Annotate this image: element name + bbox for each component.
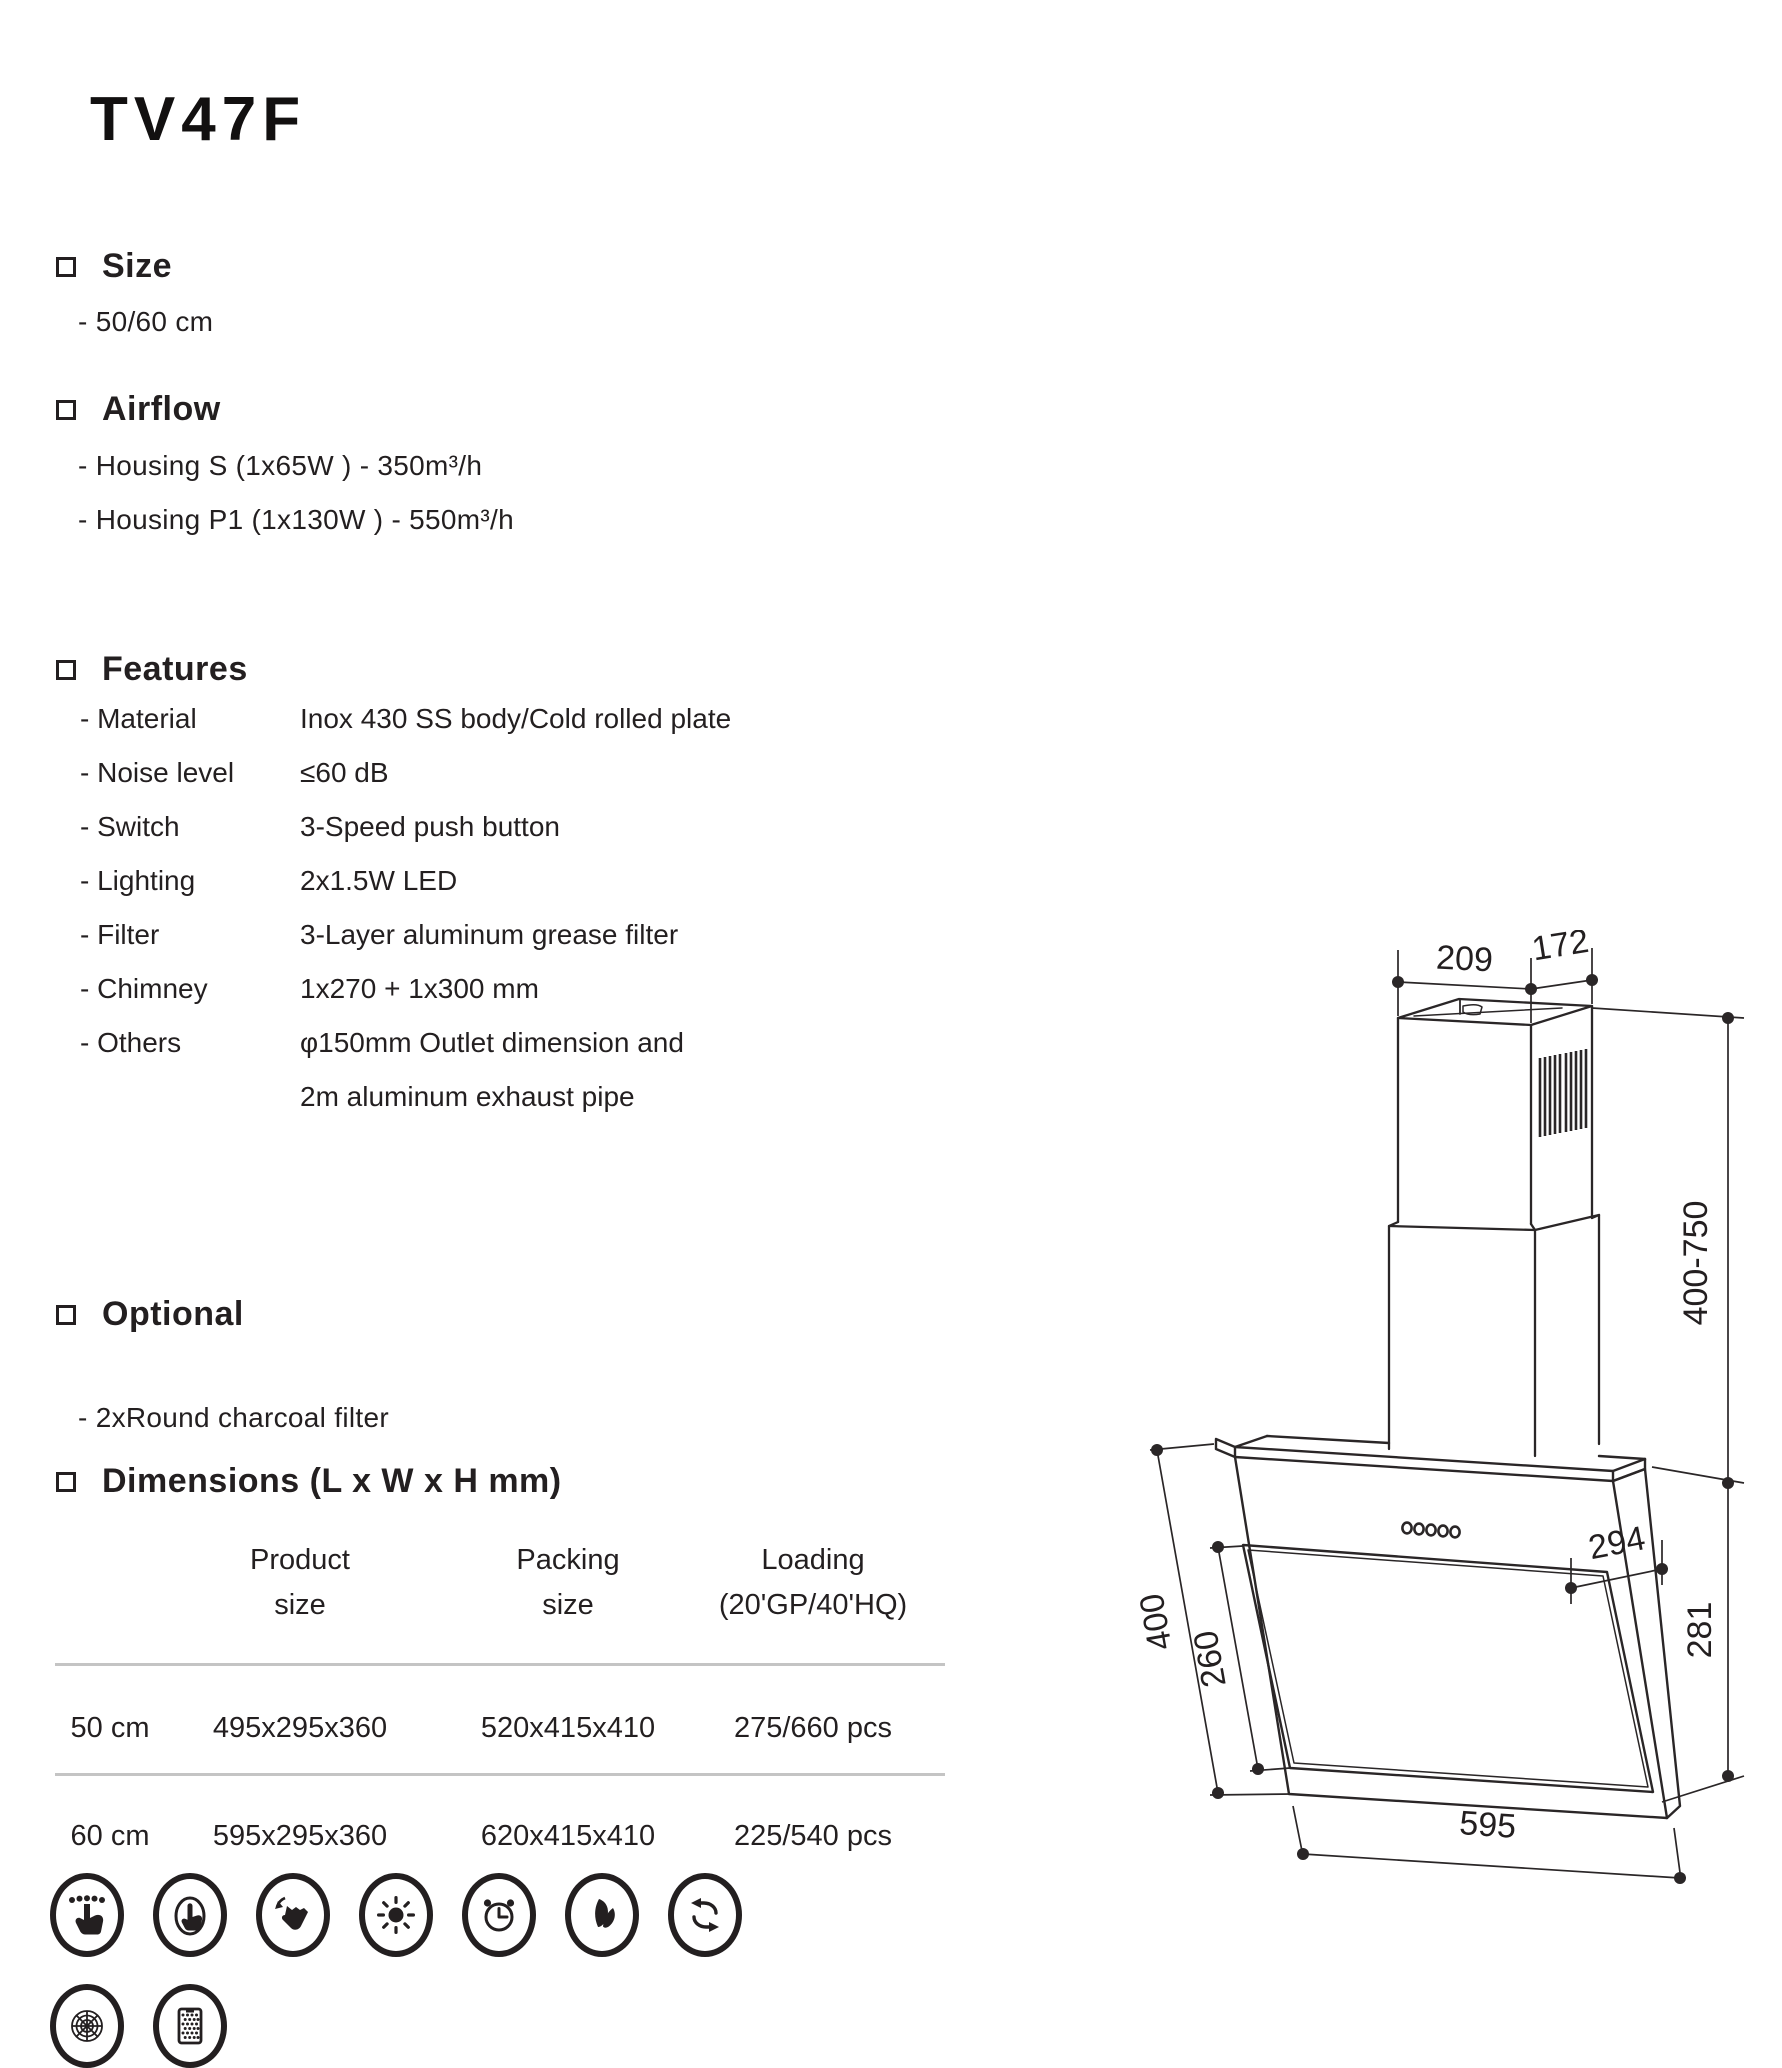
col-header-product-size [180, 1538, 420, 1628]
row-product-cell: 495x295x360 [212, 1712, 388, 1744]
feature-label: - Others [80, 1027, 182, 1058]
feature-label: - Lighting [80, 865, 196, 896]
hood-dimension-diagram [862, 930, 1782, 1940]
section-title: Optional [102, 1295, 244, 1333]
vent-grille [1540, 1049, 1586, 1137]
feature-value-line2: 2m aluminum exhaust pipe [300, 1081, 635, 1112]
size-item: - 50/60 cm [78, 306, 214, 337]
row-loading-cell: 225/540 pcs [733, 1820, 892, 1852]
col-header-packing-size [448, 1538, 688, 1628]
feature-label: - Material [80, 703, 197, 734]
dim-hood-width: 595 [1458, 1804, 1518, 1846]
dim-glass-depth: 260 [1186, 1627, 1234, 1691]
row-packing-cell: 520x415x410 [480, 1712, 656, 1744]
table-rule [55, 1773, 945, 1776]
chimney-outline [1389, 999, 1599, 1456]
square-bullet-icon [56, 400, 76, 420]
feature-value: 1x270 + 1x300 mm [300, 973, 539, 1004]
square-bullet-icon [56, 1305, 76, 1325]
dim-chimney-height: 400-750 [1677, 1200, 1715, 1326]
feature-value: 2x1.5W LED [300, 865, 458, 896]
section-heading-optional [56, 1295, 244, 1334]
fan-grille-icon [50, 1984, 124, 2068]
col-header-line: Product [250, 1544, 350, 1576]
col-header-line: size [274, 1588, 326, 1621]
square-bullet-icon [56, 660, 76, 680]
gesture-control-icon [256, 1873, 330, 1957]
push-button-control-icon [50, 1873, 124, 1957]
hood-outline [1216, 1436, 1680, 1818]
dim-chimney-top-depth: 172 [1529, 930, 1592, 969]
section-heading-size [56, 247, 172, 286]
timer-icon [462, 1873, 536, 1957]
square-bullet-icon [56, 1472, 76, 1492]
row-size-cell: 50 cm [70, 1712, 150, 1744]
row-packing-cell: 620x415x410 [480, 1820, 656, 1852]
led-lighting-icon [359, 1873, 433, 1957]
section-heading-features [56, 650, 248, 689]
feature-label: - Noise level [80, 757, 235, 788]
feature-value: 3-Layer aluminum grease filter [300, 919, 679, 950]
eco-icon [565, 1873, 639, 1957]
col-header-line: Packing [516, 1544, 620, 1576]
section-title: Airflow [102, 390, 221, 428]
dimension-dots [1151, 974, 1734, 1884]
optional-item: - 2xRound charcoal filter [78, 1402, 389, 1433]
charcoal-filter-icon [153, 1984, 227, 2068]
row-loading-cell: 275/660 pcs [733, 1712, 892, 1744]
section-heading-airflow [56, 390, 221, 429]
dim-chimney-top-width: 209 [1435, 938, 1494, 980]
dim-hood-top-depth: 294 [1585, 1519, 1649, 1568]
dim-hood-depth: 400 [1132, 1590, 1180, 1654]
control-buttons [1402, 1523, 1459, 1538]
feature-label: - Switch [80, 811, 180, 842]
section-title: Dimensions (L x W x H mm) [102, 1462, 562, 1500]
section-heading-dimensions [56, 1462, 562, 1501]
airflow-item: - Housing P1 (1x130W ) - 550m³/h [78, 504, 514, 535]
square-bullet-icon [56, 257, 76, 277]
feature-value: φ150mm Outlet dimension and [300, 1027, 684, 1058]
technical-drawing [862, 930, 1782, 1940]
row-product-cell: 595x295x360 [212, 1820, 388, 1852]
section-title: Size [102, 247, 173, 285]
dim-hood-height: 281 [1681, 1601, 1719, 1659]
airflow-item: - Housing S (1x65W ) - 350m³/h [78, 450, 483, 481]
feature-value: Inox 430 SS body/Cold rolled plate [300, 703, 732, 734]
feature-value: ≤60 dB [300, 757, 389, 788]
air-recirculation-icon [668, 1873, 742, 1957]
section-title: Features [102, 650, 248, 688]
feature-value: 3-Speed push button [300, 811, 560, 842]
table-rule [55, 1663, 945, 1666]
page-title: TV47F [90, 85, 307, 154]
touch-control-icon [153, 1873, 227, 1957]
col-header-line: (20'GP/40'HQ) [718, 1588, 908, 1621]
col-header-line: Loading [761, 1544, 865, 1576]
feature-label: - Chimney [80, 973, 208, 1004]
col-header-line: size [542, 1588, 594, 1621]
feature-label: - Filter [80, 919, 160, 950]
row-size-cell: 60 cm [70, 1820, 150, 1852]
